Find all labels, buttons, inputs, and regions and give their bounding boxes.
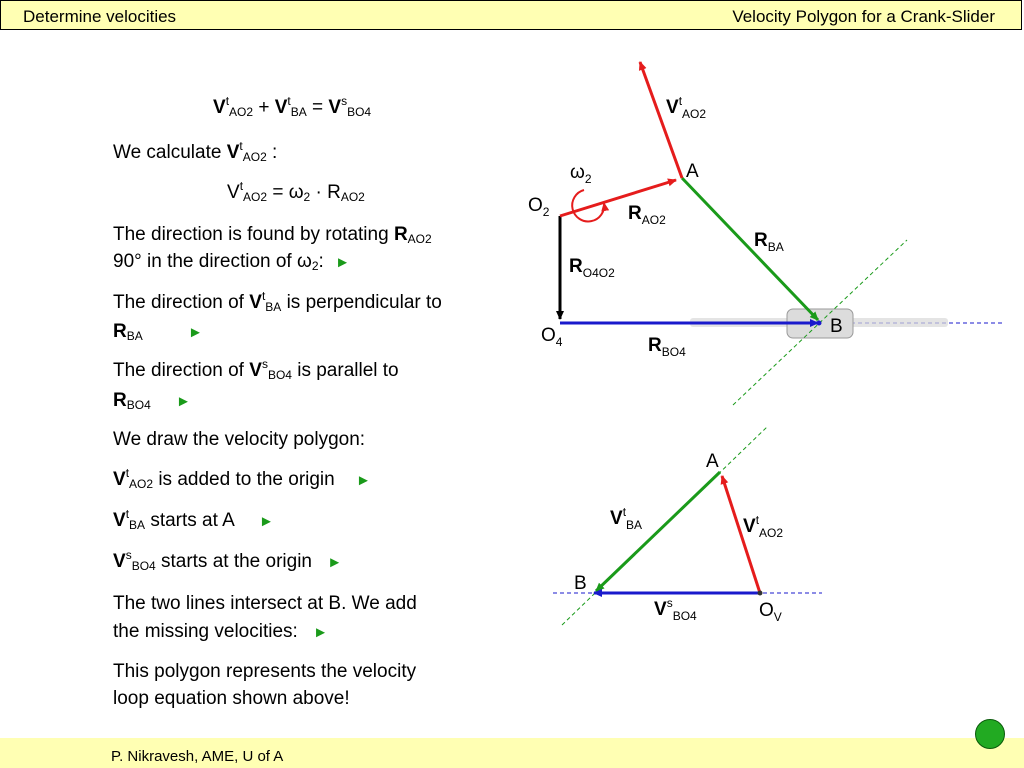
step-ba: $V^t_{BA}$ starts at A ► bbox=[113, 507, 274, 532]
advance-arrow-icon[interactable]: ► bbox=[259, 513, 274, 530]
direction-ao2-line1: The direction is found by rotating $R_{AO2}$ bbox=[113, 224, 432, 246]
v-ao2-vector bbox=[640, 62, 682, 178]
polygon-label-v-bo4: $V^s_{BO4}$ bbox=[654, 596, 697, 623]
polygon-origin-dot bbox=[758, 591, 763, 596]
label-r-bo4: $R_{BO4}$ bbox=[648, 335, 686, 359]
label-omega: $\omega_2$ bbox=[570, 162, 592, 186]
label-r-o4o2: $R_{O4O2}$ bbox=[569, 256, 615, 280]
label-a: A bbox=[686, 161, 699, 182]
author-credit: P. Nikravesh, AME, U of A bbox=[111, 748, 284, 765]
step-ao2: $V^t_{AO2}$ is added to the origin ► bbox=[113, 466, 371, 491]
slide-section-title: Determine velocities bbox=[23, 7, 177, 26]
r-ao2-vector bbox=[560, 180, 676, 216]
advance-arrow-icon[interactable]: ► bbox=[313, 624, 328, 641]
step-bo4: $V^s_{BO4}$ starts at the origin ► bbox=[113, 548, 343, 573]
polygon-label-v-ao2: $V^t_{AO2}$ bbox=[743, 513, 784, 540]
polygon-label-b: B bbox=[574, 573, 587, 594]
label-b: B bbox=[830, 316, 843, 337]
direction-bo4-line2: $R_{BO4}$ ► bbox=[113, 390, 191, 412]
draw-polygon-text: We draw the velocity polygon: bbox=[113, 429, 366, 450]
advance-arrow-icon[interactable]: ► bbox=[176, 393, 191, 410]
advance-arrow-icon[interactable]: ► bbox=[356, 472, 371, 489]
slide-title: Velocity Polygon for a Crank-Slider bbox=[732, 7, 995, 26]
direction-ba-line1: The direction of $V^t_{BA}$ is perpendicular to bbox=[113, 289, 442, 314]
polygon-v-ba-vector bbox=[596, 472, 720, 591]
polygon-label-v-ba: $V^t_{BA}$ bbox=[610, 505, 643, 532]
intersect-line1: The two lines intersect at B. We add bbox=[113, 593, 417, 614]
label-v-ao2: $V^t_{AO2}$ bbox=[666, 94, 707, 121]
direction-bo4-line1: The direction of $V^s_{BO4}$ is parallel to bbox=[113, 357, 399, 382]
label-r-ba: $R_{BA}$ bbox=[754, 230, 784, 254]
loop-equation: $V^t_{AO2} + V^t_{BA} = V^s_{BO4}$ bbox=[213, 94, 372, 119]
label-o2: $O_2$ bbox=[528, 195, 550, 219]
joint-b-dot bbox=[817, 321, 822, 326]
closing-line2: loop equation shown above! bbox=[113, 688, 350, 709]
advance-arrow-icon[interactable]: ► bbox=[335, 254, 350, 271]
closing-line1: This polygon represents the velocity bbox=[113, 661, 417, 682]
label-o4: $O_4$ bbox=[541, 325, 563, 349]
label-r-ao2: $R_{AO2}$ bbox=[628, 203, 666, 227]
intersect-line2: the missing velocities: ► bbox=[113, 621, 328, 642]
home-button-icon[interactable] bbox=[975, 719, 1005, 749]
advance-arrow-icon[interactable]: ► bbox=[188, 324, 203, 341]
direction-ba-line2: $R_{BA}$ ► bbox=[113, 321, 203, 343]
advance-arrow-icon[interactable]: ► bbox=[327, 554, 343, 571]
polygon-label-a: A bbox=[706, 451, 719, 472]
polygon-label-ov: $O_V$ bbox=[759, 600, 782, 624]
direction-ao2-line2: 90° in the direction of $\omega_2$: ► bbox=[113, 251, 350, 273]
r-ba-vector bbox=[682, 178, 818, 320]
footer-bar bbox=[0, 738, 1024, 768]
calc-formula: $V^t_{AO2} = \omega_2 \cdot R_{AO2}$ bbox=[227, 179, 365, 204]
calc-intro: We calculate $V^t_{AO2}$ : bbox=[113, 139, 278, 164]
